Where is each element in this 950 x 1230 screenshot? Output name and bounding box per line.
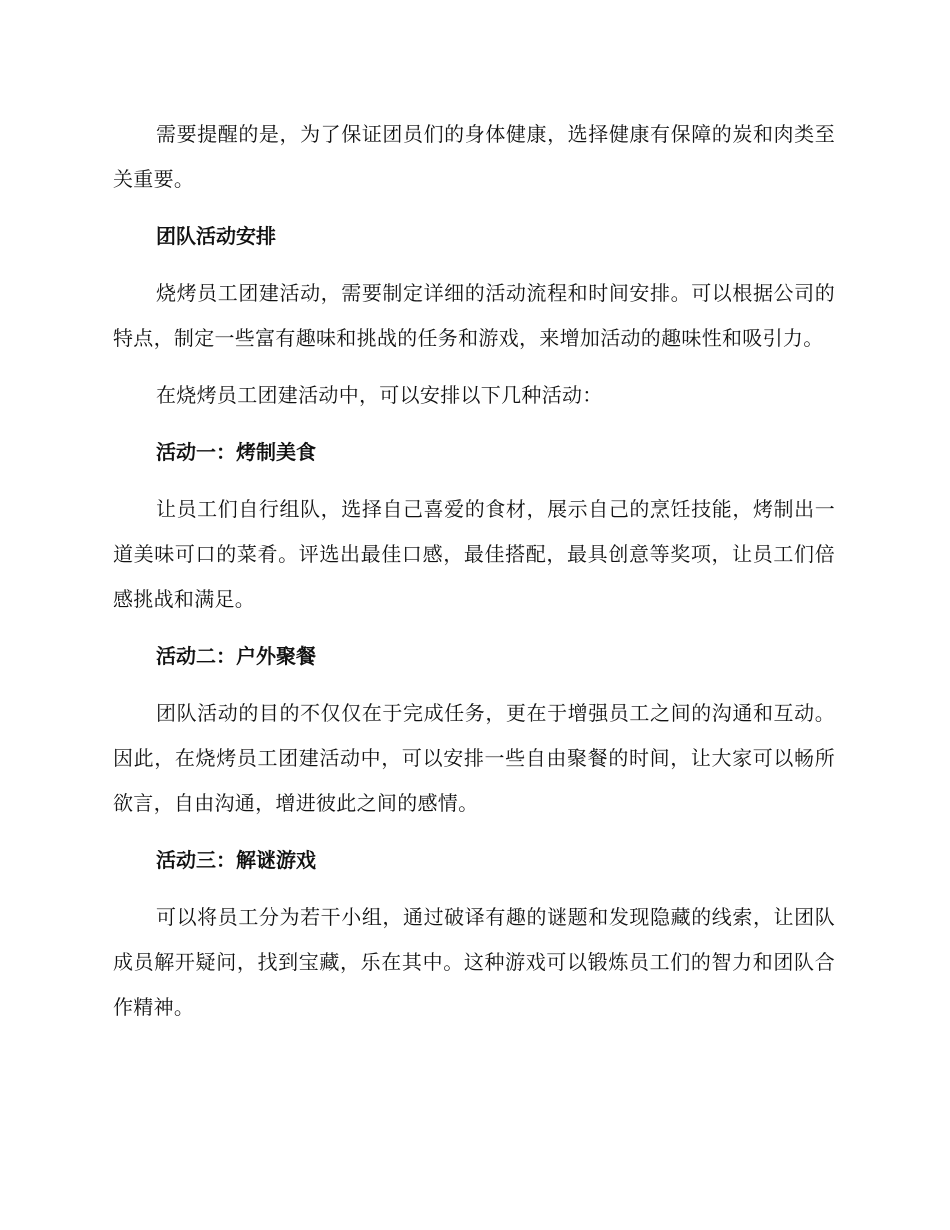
paragraph-health-reminder: 需要提醒的是，为了保证团员们的身体健康，选择健康有保障的炭和肉类至关重要。 bbox=[113, 122, 835, 191]
heading-activity-three: 活动三：解谜游戏 bbox=[156, 848, 316, 872]
paragraph-activity-plan: 烧烤员工团建活动，需要制定详细的活动流程和时间安排。可以根据公司的特点，制定一些富有趣味和挑战的任务和游戏，来增加活动的趣味性和吸引力。 bbox=[113, 281, 835, 350]
paragraph-activity-one: 让员工们自行组队，选择自己喜爱的食材，展示自己的烹饪技能，烤制出一道美味可口的菜肴。评选出最佳口感，最佳搭配，最具创意等奖项，让员工们倍感挑战和满足。 bbox=[113, 497, 835, 611]
paragraph-activity-two: 团队活动的目的不仅仅在于完成任务，更在于增强员工之间的沟通和互动。因此，在烧烤员工团建活动中，可以安排一些自由聚餐的时间，让大家可以畅所欲言，自由沟通，增进彼此之间的感情。 bbox=[113, 701, 835, 815]
document-page bbox=[113, 112, 835, 1030]
heading-activity-one: 活动一：烤制美食 bbox=[156, 440, 316, 464]
paragraph-activity-three: 可以将员工分为若干小组，通过破译有趣的谜题和发现隐藏的线索，让团队成员解开疑问，找到宝藏，乐在其中。这种游戏可以锻炼员工们的智力和团队合作精神。 bbox=[113, 905, 835, 1019]
section-heading-team-activities: 团队活动安排 bbox=[156, 224, 276, 248]
paragraph-activity-intro: 在烧烤员工团建活动中，可以安排以下几种活动： bbox=[156, 383, 603, 407]
heading-activity-two: 活动二：户外聚餐 bbox=[156, 644, 316, 668]
